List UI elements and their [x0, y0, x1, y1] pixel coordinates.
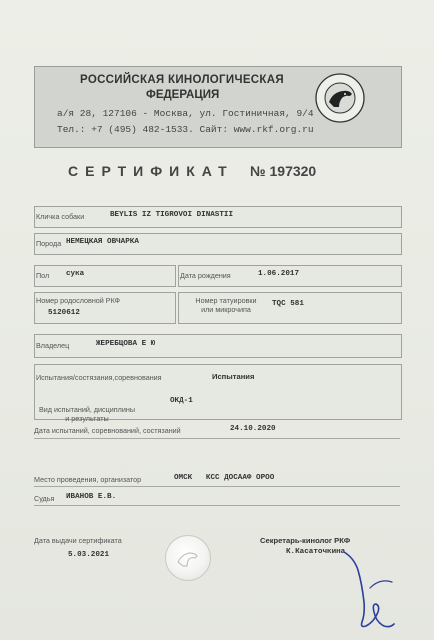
place-label: Место проведения, организатор — [34, 475, 142, 484]
tattoo-label-line2: или микрочипа — [201, 305, 251, 314]
judge-label: Судья — [34, 494, 55, 503]
nickname-value: BEYLIS IZ TIGROVOI DINASTII — [110, 211, 234, 219]
divider-date — [34, 438, 400, 439]
hologram-stamp — [165, 535, 211, 581]
secretary-label: Секретарь-кинолог РКФ — [260, 536, 351, 545]
nickname-label: Кличка собаки — [36, 212, 85, 221]
tattoo-value: TQC 581 — [272, 300, 304, 308]
owner-value: ЖЕРЕБЦОВА Е Ю — [96, 340, 156, 348]
divider-judge — [34, 505, 400, 506]
pedigree-value: 5120612 — [48, 309, 80, 317]
tests-value: Испытания — [212, 372, 255, 381]
certificate-title: СЕРТИФИКАТ — [68, 163, 234, 179]
tests-label: Испытания/состязания,соревнования — [36, 373, 162, 382]
judge-value: ИВАНОВ Е.В. — [66, 493, 117, 501]
org-address: а/я 28, 127106 - Москва, ул. Гостиничная, 9/4 — [57, 108, 314, 119]
hologram-dog-icon — [166, 536, 210, 580]
breed-value: НЕМЕЦКАЯ ОВЧАРКА — [66, 238, 139, 246]
birth-value: 1.06.2017 — [258, 270, 300, 278]
divider-place — [34, 486, 400, 487]
test-date-label: Дата испытаний, соревнований, состязаний — [34, 426, 181, 435]
test-date-value: 24.10.2020 — [230, 425, 276, 433]
place-value: ОМСК КСС ДОСААФ ОРОО — [174, 474, 275, 482]
org-name-line2: ФЕДЕРАЦИЯ — [146, 89, 220, 101]
certificate-number: № 197320 — [250, 163, 317, 179]
pedigree-label: Номер родословной РКФ — [36, 296, 121, 305]
issue-date-value: 5.03.2021 — [68, 551, 110, 559]
signature-icon — [340, 548, 404, 634]
sex-value: сука — [66, 270, 85, 278]
tattoo-label-line1: Номер татуировки — [195, 296, 257, 305]
owner-box — [34, 334, 402, 358]
org-contacts: Тел.: +7 (495) 482-1533. Сайт: www.rkf.org.ru — [57, 124, 314, 135]
rkf-logo-icon — [314, 72, 366, 124]
tattoo-label — [184, 296, 268, 314]
org-name-line1: РОССИЙСКАЯ КИНОЛОГИЧЕСКАЯ — [80, 74, 284, 86]
test-type-value: ОКД-1 — [170, 397, 193, 405]
issue-date-label: Дата выдачи сертификата — [34, 536, 122, 545]
sex-box — [34, 265, 176, 287]
breed-label: Порода — [36, 239, 62, 248]
owner-label: Владелец — [36, 341, 70, 350]
test-type-label-line2: и результаты — [65, 414, 109, 423]
test-type-label — [32, 405, 142, 423]
test-type-label-line1: Вид испытаний, дисциплины — [38, 405, 136, 414]
secretary-name: К.Касаточкина — [286, 548, 346, 556]
sex-label: Пол — [36, 271, 50, 280]
birth-label: Дата рождения — [180, 271, 231, 280]
